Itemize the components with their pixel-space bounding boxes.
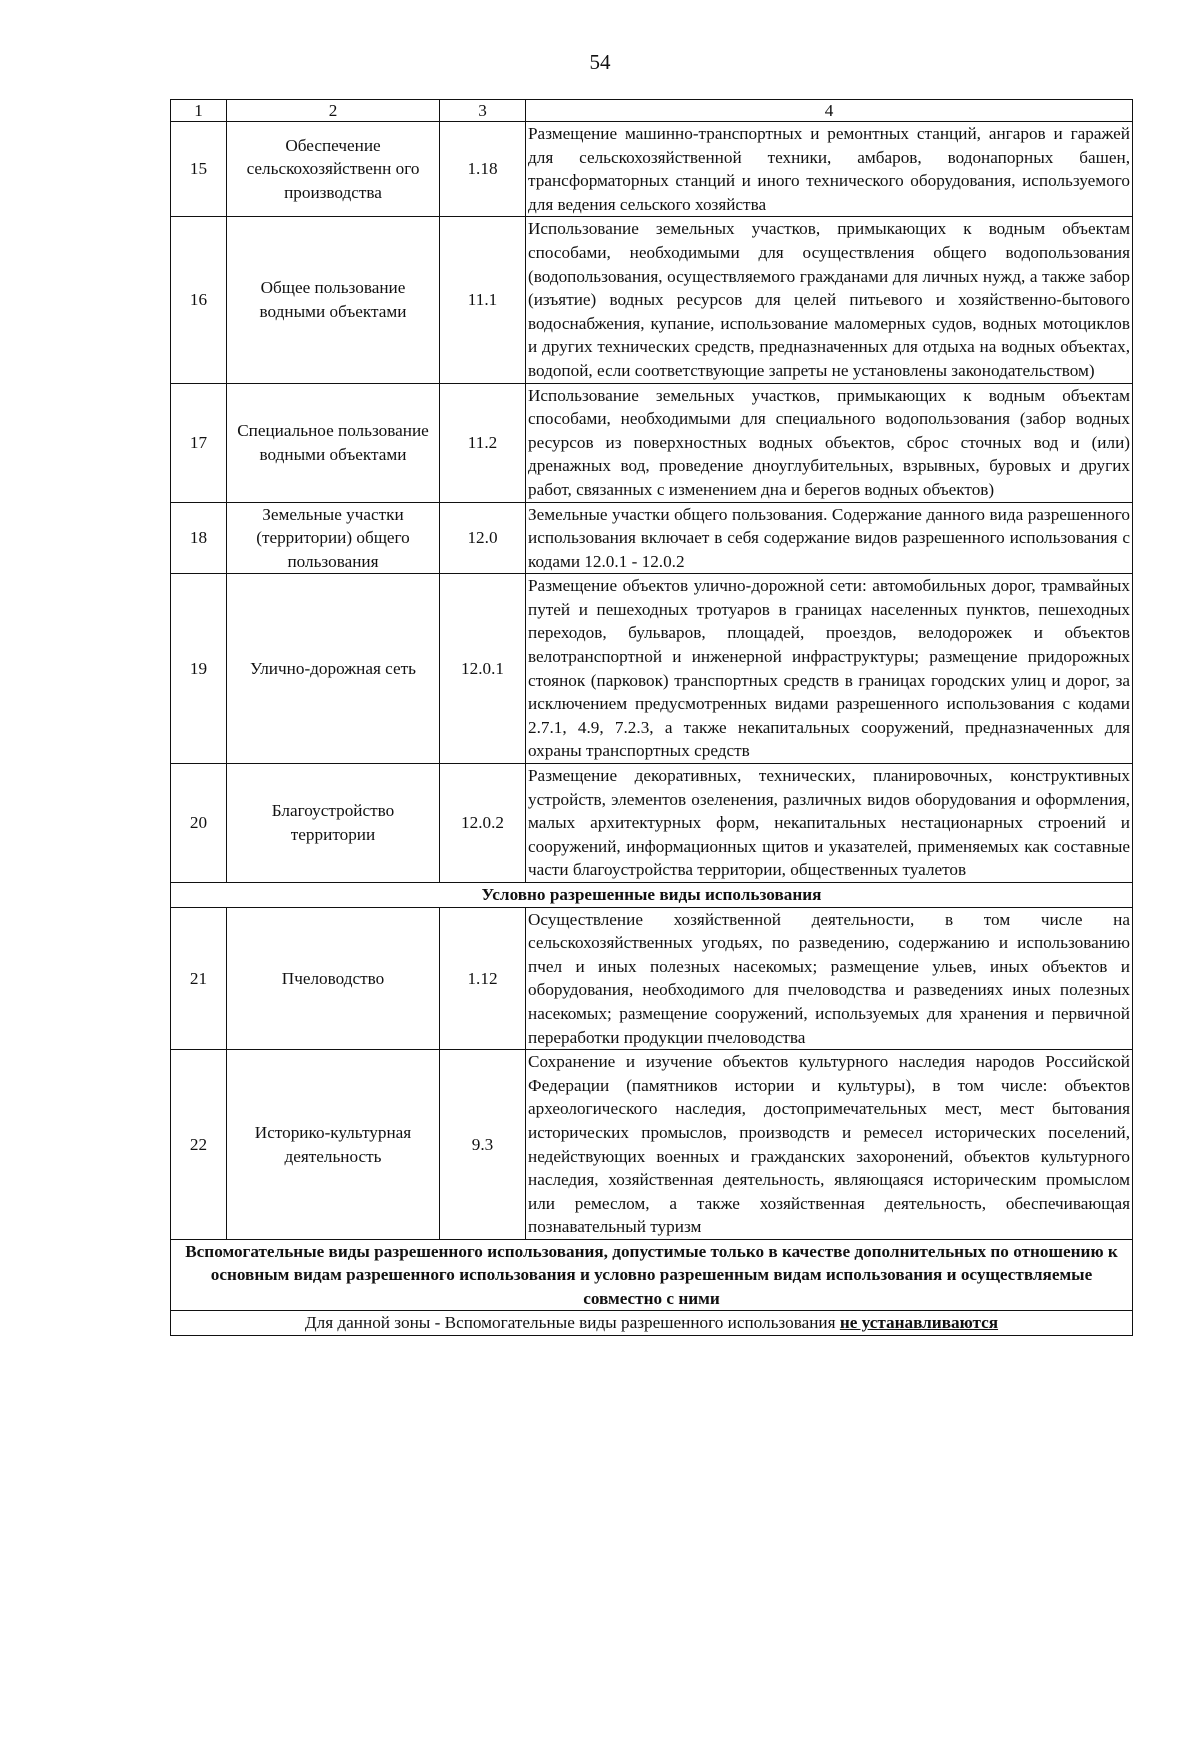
use-type-name: Историко-культурная деятельность	[227, 1050, 440, 1240]
row-number: 15	[171, 122, 227, 217]
use-type-description: Земельные участки общего пользования. Содержание данного вида разрешенного использования включает в себя содержание видов разрешенного использования с кодами 12.0.1 - 12.0.2	[526, 502, 1133, 574]
section-header-row	[171, 883, 1133, 908]
table-row	[171, 1050, 1133, 1240]
table-row	[171, 907, 1133, 1050]
column-header-2: 2	[227, 100, 440, 122]
table-row	[171, 217, 1133, 383]
row-number: 21	[171, 907, 227, 1050]
section-header-row	[171, 1239, 1133, 1311]
use-type-code: 12.0	[440, 502, 526, 574]
use-type-description: Осуществление хозяйственной деятельности, в том числе на сельскохозяйственных угодьях, по разведению, содержанию и использованию пчел и иных полезных насекомых; размещение ульев, иных объектов и оборудования, необходимого для пчеловодства и разведениях иных полезных насекомых; размещение сооружений, используемых для хранения и первичной переработки продукции пчеловодства	[526, 907, 1133, 1050]
column-header-row	[171, 100, 1133, 122]
use-type-name: Улично-дорожная сеть	[227, 574, 440, 764]
land-use-table	[170, 99, 1133, 1336]
use-type-code: 9.3	[440, 1050, 526, 1240]
footer-note-row	[171, 1311, 1133, 1336]
row-number: 20	[171, 764, 227, 883]
use-type-description: Размещение объектов улично-дорожной сети: автомобильных дорог, трамвайных путей и пешеходных тротуаров в границах населенных пунктов, пешеходных переходов, бульваров, площадей, проездов, велодорожек и объектов велотранспортной и инженерной инфраструктуры; размещение придорожных стоянок (парковок) транспортных средств в границах городских улиц и дорог, за исключением предусмотренных видами разрешенного использования с кодами 2.7.1, 4.9, 7.2.3, а также некапитальных сооружений, предназначенных для охраны транспортных средств	[526, 574, 1133, 764]
row-number: 19	[171, 574, 227, 764]
use-type-code: 1.12	[440, 907, 526, 1050]
table-row	[171, 502, 1133, 574]
row-number: 18	[171, 502, 227, 574]
use-type-code: 12.0.2	[440, 764, 526, 883]
row-number: 17	[171, 383, 227, 502]
table-row	[171, 574, 1133, 764]
section-conditional-title: Условно разрешенные виды использования	[171, 883, 1133, 908]
footer-note	[171, 1311, 1133, 1336]
use-type-name: Земельные участки (территории) общего пользования	[227, 502, 440, 574]
use-type-name: Общее пользование водными объектами	[227, 217, 440, 383]
use-type-name: Пчеловодство	[227, 907, 440, 1050]
row-number: 16	[171, 217, 227, 383]
use-type-description: Размещение декоративных, технических, планировочных, конструктивных устройств, элементов озеленения, различных видов оборудования и оформления, малых архитектурных форм, некапитальных нестационарных строений и сооружений, информационных щитов и указателей, применяемых как составные части благоустройства территории, общественных туалетов	[526, 764, 1133, 883]
use-type-description: Использование земельных участков, примыкающих к водным объектам способами, необходимыми для специального водопользования (забор водных ресурсов из поверхностных водных объектов, сброс сточных вод и (или) дренажных вод, проведение дноуглубительных, взрывных, буровых и других работ, связанных с изменением дна и берегов водных объектов)	[526, 383, 1133, 502]
use-type-name: Обеспечение сельскохозяйственн ого производства	[227, 122, 440, 217]
table-row	[171, 383, 1133, 502]
use-type-name: Специальное пользование водными объектами	[227, 383, 440, 502]
use-type-description: Сохранение и изучение объектов культурного наследия народов Российской Федерации (памятников истории и культуры), в том числе: объектов археологического наследия, достопримечательных мест, мест бытования исторических промыслов, производств и ремесел исторических поселений, недействующих военных и гражданских захоронений, объектов культурного наследия, хозяйственная деятельность, являющаяся историческим промыслом или ремеслом, а также хозяйственная деятельность, обеспечивающая познавательный туризм	[526, 1050, 1133, 1240]
table-row	[171, 764, 1133, 883]
page-number: 54	[589, 50, 611, 74]
use-type-code: 12.0.1	[440, 574, 526, 764]
use-type-code: 11.2	[440, 383, 526, 502]
use-type-name: Благоустройство территории	[227, 764, 440, 883]
use-type-code: 1.18	[440, 122, 526, 217]
footer-note-emphasis: не устанавливаются	[839, 1313, 999, 1333]
column-header-4: 4	[526, 100, 1133, 122]
column-header-3: 3	[440, 100, 526, 122]
column-header-1: 1	[171, 100, 227, 122]
row-number: 22	[171, 1050, 227, 1240]
use-type-description: Размещение машинно-транспортных и ремонтных станций, ангаров и гаражей для сельскохозяйственной техники, амбаров, водонапорных башен, трансформаторных станций и иного технического оборудования, используемого для ведения сельского хозяйства	[526, 122, 1133, 217]
table-row	[171, 122, 1133, 217]
use-type-code: 11.1	[440, 217, 526, 383]
use-type-description: Использование земельных участков, примыкающих к водным объектам способами, необходимыми для осуществления общего водопользования (водопользования, осуществляемого гражданами для личных нужд, а также забор (изъятие) водных ресурсов для целей питьевого и хозяйственно-бытового водоснабжения, купание, использование маломерных судов, водных мотоциклов и других технических средств, предназначенных для отдыха на водных объектах, водопой, если соответствующие запреты не установлены законодательством)	[526, 217, 1133, 383]
footer-note-prefix: Для данной зоны - Вспомогательные виды разрешенного использования	[304, 1313, 840, 1333]
section-auxiliary-title: Вспомогательные виды разрешенного использования, допустимые только в качестве дополнительных по отношению к основным видам разрешенного использования и условно разрешенным видам использования и осуществляемые совместно с ними	[171, 1239, 1133, 1311]
